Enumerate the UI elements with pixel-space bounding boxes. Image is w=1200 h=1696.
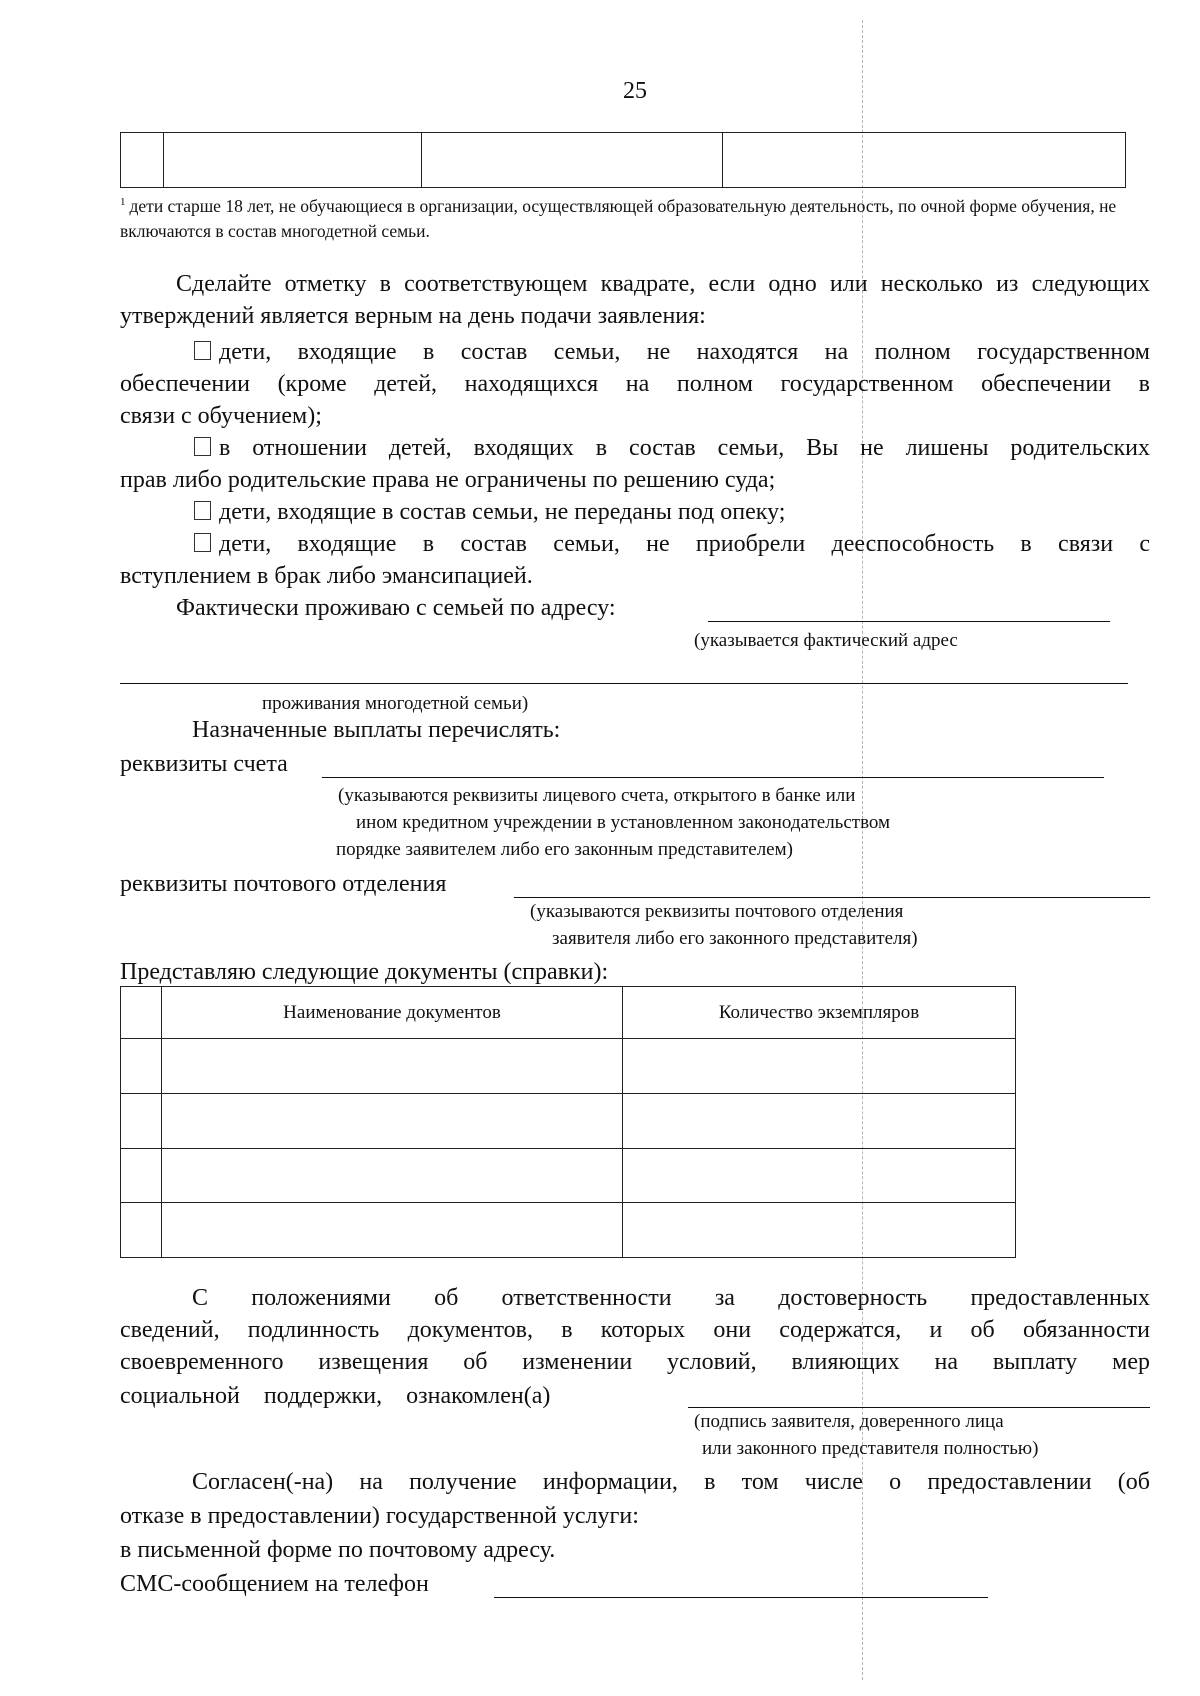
table-cell[interactable] — [121, 133, 164, 188]
table-cell[interactable] — [121, 1203, 162, 1258]
table-row — [121, 1039, 1016, 1094]
responsibility-line1: С положениями об ответственности за достоверность предоставленных — [192, 1285, 1150, 1311]
statement-1-line3: связи с обучением); — [120, 403, 322, 429]
statement-text: дети, входящие в состав семьи, не переданы под опеку; — [219, 499, 786, 525]
account-label: реквизиты счета — [120, 751, 288, 777]
table-row — [121, 1148, 1016, 1203]
statement-1 — [120, 336, 1150, 368]
table-cell[interactable] — [623, 1039, 1016, 1094]
table-cell[interactable] — [121, 1093, 162, 1148]
statement-4-line2: вступлением в брак либо эмансипацией. — [120, 563, 533, 589]
responsibility-line2: сведений, подлинность документов, в которых они содержатся, и об обязанности — [120, 1317, 1150, 1343]
statement-3 — [120, 496, 1150, 528]
statement-1-line2: обеспечении (кроме детей, находящихся на полном государственном обеспечении в — [120, 371, 1150, 397]
table-cell[interactable] — [623, 1093, 1016, 1148]
table-cell[interactable] — [162, 1203, 623, 1258]
intro-paragraph: Сделайте отметку в соответствующем квадрате, если одно или несколько из следующих утверждений является верным на день подачи заявления: — [120, 271, 1150, 329]
consent-line1: Согласен(-на) на получение информации, в том числе о предоставлении (об — [192, 1469, 1150, 1495]
table-cell[interactable] — [164, 133, 422, 188]
table-header-count: Количество экземпляров — [623, 987, 1016, 1039]
account-field[interactable] — [322, 777, 1104, 778]
statement-text: дети, входящие в состав семьи, не приобрели дееспособность в связи с — [219, 531, 1150, 557]
footnote — [120, 190, 1150, 244]
checkbox[interactable] — [194, 533, 211, 552]
statement-2-line2: прав либо родительские права не ограничены по решению суда; — [120, 467, 776, 493]
consent-line3: в письменной форме по почтовому адресу. — [120, 1537, 556, 1563]
signature-hint-1: (подпись заявителя, доверенного лица — [694, 1411, 1004, 1432]
statement-text: в отношении детей, входящих в состав семьи, Вы не лишены родительских — [219, 435, 1150, 461]
account-hint-1: (указываются реквизиты лицевого счета, открытого в банке или — [338, 785, 856, 806]
payments-heading: Назначенные выплаты перечислять: — [192, 717, 561, 743]
sms-label: СМС-сообщением на телефон — [120, 1571, 429, 1597]
table-cell[interactable] — [162, 1093, 623, 1148]
address-hint: (указывается фактический адрес — [694, 630, 958, 651]
checkbox[interactable] — [194, 341, 211, 360]
consent-line2: отказе в предоставлении) государственной услуги: — [120, 1503, 639, 1529]
account-hint-2: ином кредитном учреждении в установленном законодательством — [356, 812, 891, 833]
post-hint-1: (указываются реквизиты почтового отделения — [530, 901, 904, 922]
table-cell[interactable] — [623, 1203, 1016, 1258]
address-field-line2[interactable] — [120, 683, 1128, 684]
checkbox[interactable] — [194, 437, 211, 456]
post-hint-2: заявителя либо его законного представителя) — [552, 928, 918, 949]
statement-2 — [120, 432, 1150, 464]
post-label: реквизиты почтового отделения — [120, 871, 447, 897]
statement-4 — [120, 528, 1150, 560]
statement-text: дети, входящие в состав семьи, не находятся на полном государственном — [219, 339, 1150, 365]
account-hint-3: порядке заявителем либо его законным представителем) — [336, 839, 793, 860]
table-cell[interactable] — [162, 1039, 623, 1094]
footnote-text: дети старше 18 лет, не обучающиеся в организации, осуществляющей образовательную деятельность, по очной форме обучения, не включаются в состав многодетной семьи. — [120, 196, 1117, 241]
checkbox[interactable] — [194, 501, 211, 520]
responsibility-line4: социальной поддержки, ознакомлен(а) — [120, 1383, 551, 1409]
table-cell[interactable] — [121, 1039, 162, 1094]
address-field[interactable] — [708, 621, 1110, 622]
documents-table — [120, 986, 1016, 1258]
footnote-marker: 1 — [120, 196, 126, 208]
table-header-cell — [121, 987, 162, 1039]
page-number: 25 — [623, 78, 647, 104]
table-cell[interactable] — [162, 1148, 623, 1203]
table-header-name: Наименование документов — [162, 987, 623, 1039]
table-cell[interactable] — [623, 1148, 1016, 1203]
address-hint-2: проживания многодетной семьи) — [262, 693, 529, 714]
table-row — [121, 1093, 1016, 1148]
signature-hint-2: или законного представителя полностью) — [702, 1438, 1039, 1459]
documents-heading: Представляю следующие документы (справки): — [120, 959, 609, 985]
responsibility-line3: своевременного извещения об изменении условий, влияющих на выплату мер — [120, 1349, 1150, 1375]
address-label: Фактически проживаю с семьей по адресу: — [176, 595, 616, 621]
table-cell[interactable] — [422, 133, 723, 188]
phone-field[interactable] — [494, 1597, 988, 1598]
table-row — [121, 1203, 1016, 1258]
family-table-continuation — [120, 132, 1126, 188]
table-cell[interactable] — [723, 133, 1126, 188]
table-cell[interactable] — [121, 1148, 162, 1203]
